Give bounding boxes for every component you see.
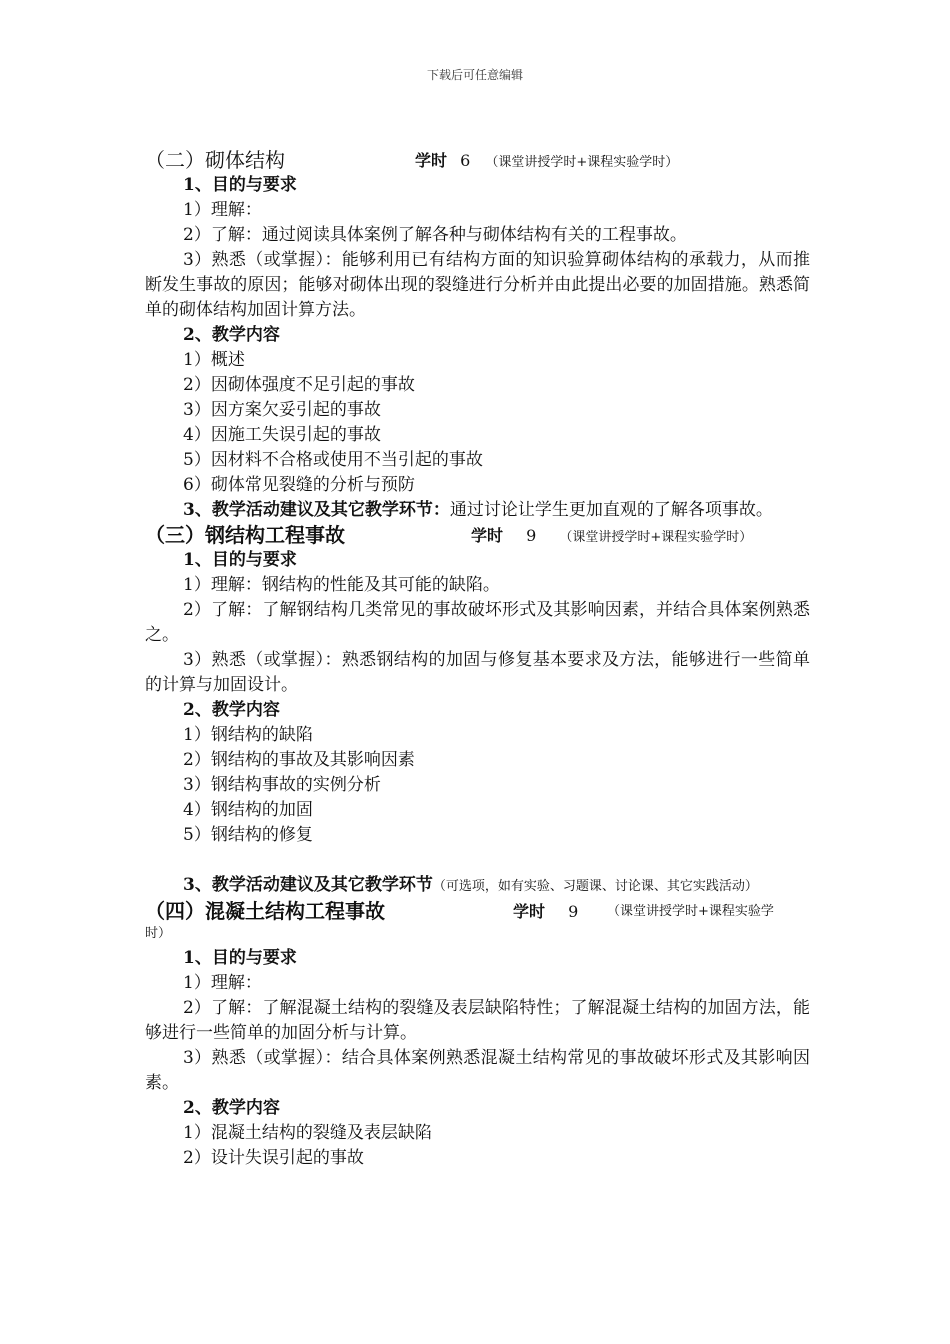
goal-heading: 1、目的与要求 — [183, 175, 297, 195]
section-4-title: （四）混凝土结构工程事故 — [145, 899, 385, 923]
content-item: 4）钢结构的加固 — [183, 800, 313, 820]
section-3-heading — [145, 523, 810, 548]
activity-heading: 3、教学活动建议及其它教学环节 — [183, 875, 433, 895]
goal-item: 1）理解： — [183, 973, 262, 993]
content-item: 5）因材料不合格或使用不当引起的事故 — [183, 450, 483, 470]
hours-value: 9 — [526, 526, 537, 545]
content-item: 3）钢结构事故的实例分析 — [183, 775, 381, 795]
goal-heading: 1、目的与要求 — [183, 550, 297, 570]
content-item: 5）钢结构的修复 — [183, 825, 313, 845]
content-item: 2）设计失误引起的事故 — [183, 1148, 364, 1168]
goal-item: 1）理解：钢结构的性能及其可能的缺陷。 — [183, 575, 500, 595]
content-heading: 2、教学内容 — [183, 700, 280, 720]
hours-label: 学时 — [415, 151, 448, 170]
hours-note: （课堂讲授学时+课程实验学时） — [485, 155, 679, 170]
content-item: 6）砌体常见裂缝的分析与预防 — [183, 475, 415, 495]
section-3-hours — [471, 523, 752, 550]
content-item: 1）概述 — [183, 350, 245, 370]
document-body — [145, 148, 810, 1171]
section-2-hours — [415, 148, 678, 175]
section-2-title: （二）砌体结构 — [145, 148, 285, 172]
goal-item: 1）理解： — [183, 200, 262, 220]
content-item: 1）钢结构的缺陷 — [183, 725, 313, 745]
section-4-hours — [513, 899, 578, 924]
hours-value: 6 — [460, 151, 471, 170]
goal-item: 3）熟悉（或掌握）：能够利用已有结构方面的知识验算砌体结构的承载力，从而推断发生事故的原因；能够对砌体出现的裂缝进行分析并由此提出必要的加固措施。熟悉简单的砌体结构加固计算方法。 — [145, 250, 810, 320]
goal-item: 3）熟悉（或掌握）：熟悉钢结构的加固与修复基本要求及方法，能够进行一些简单的计算与加固设计。 — [145, 650, 810, 695]
hours-note: （课堂讲授学时+课程实验学时） — [559, 530, 753, 545]
content-item: 1）混凝土结构的裂缝及表层缺陷 — [183, 1123, 432, 1143]
content-item: 3）因方案欠妥引起的事故 — [183, 400, 381, 420]
activity-text: 通过讨论让学生更加直观的了解各项事故。 — [449, 500, 773, 520]
hours-note-wrap: 时） — [145, 926, 172, 941]
activity-heading: 3、教学活动建议及其它教学环节： — [183, 500, 450, 520]
goal-item: 3）熟悉（或掌握）：结合具体案例熟悉混凝土结构常见的事故破坏形式及其影响因素。 — [145, 1048, 810, 1093]
hours-note-part: （课堂讲授学时+课程实验学 — [607, 904, 774, 919]
goal-item: 2）了解：了解钢结构几类常见的事故破坏形式及其影响因素，并结合具体案例熟悉之。 — [145, 600, 810, 645]
page-header: 下载后可任意编辑 — [426, 68, 523, 82]
content-heading: 2、教学内容 — [183, 325, 280, 345]
section-2-heading — [145, 148, 810, 173]
content-item: 4）因施工失误引起的事故 — [183, 425, 381, 445]
goal-item: 2）了解：通过阅读具体案例了解各种与砌体结构有关的工程事故。 — [183, 225, 687, 245]
activity-paragraph — [145, 873, 810, 899]
section-4-heading — [145, 899, 810, 924]
hours-label: 学时 — [513, 902, 546, 921]
hours-value: 9 — [568, 902, 579, 921]
goal-heading: 1、目的与要求 — [183, 948, 297, 968]
content-item: 2）因砌体强度不足引起的事故 — [183, 375, 415, 395]
content-heading: 2、教学内容 — [183, 1098, 280, 1118]
goal-item: 2）了解：了解混凝土结构的裂缝及表层缺陷特性；了解混凝土结构的加固方法，能够进行一些简单的加固分析与计算。 — [145, 998, 810, 1043]
activity-paragraph — [145, 498, 810, 523]
section-3-title: （三）钢结构工程事故 — [145, 523, 345, 547]
blank-line — [145, 848, 810, 873]
content-item: 2）钢结构的事故及其影响因素 — [183, 750, 415, 770]
activity-text: （可选项，如有实验、习题课、讨论课、其它实践活动） — [432, 879, 758, 894]
hours-label: 学时 — [471, 526, 504, 545]
